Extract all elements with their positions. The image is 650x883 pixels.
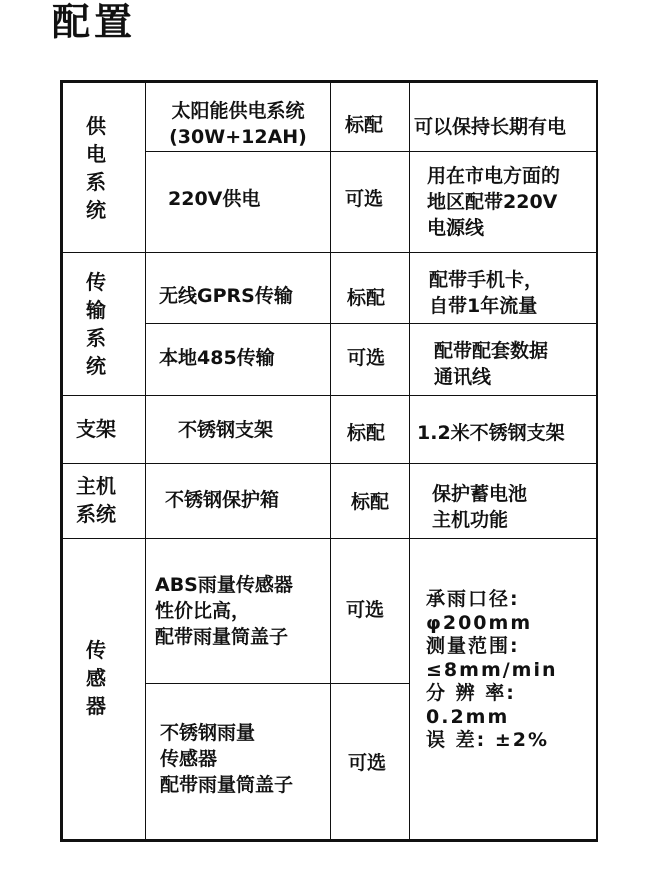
col-divider-2 (330, 82, 331, 840)
row-divider-group-3 (61, 463, 597, 464)
type-rs485: 可选 (347, 347, 386, 369)
item-bracket: 不锈钢支架 (178, 419, 274, 441)
sensor-spec: 承雨口径: φ200mm 测量范围: ≤8mm/min 分 辨 率: 0.2mm 误 差: ±2% (426, 588, 558, 751)
note-gprs: 配带手机卡， 自带1年流量 (429, 269, 544, 317)
type-bracket: 标配 (347, 422, 386, 444)
type-220v-power: 可选 (345, 188, 384, 210)
group-label-transmission: 传 输 系 统 (86, 270, 106, 378)
note-protection-box: 保护蓄电池 主机功能 (432, 483, 528, 531)
item-solar-power: 太阳能供电系统 (30W+12AH) (169, 100, 307, 148)
group-label-bracket: 支架 (76, 417, 116, 441)
row-divider-sensor (146, 683, 410, 684)
item-rs485: 本地485传输 (159, 347, 275, 369)
note-bracket: 1.2米不锈钢支架 (417, 422, 565, 444)
item-abs-rain-sensor: ABS雨量传感器 性价比高， 配带雨量筒盖子 (155, 574, 293, 648)
row-divider-transmission (146, 323, 597, 324)
note-220v-power: 用在市电方面的 地区配带220V 电源线 (427, 165, 561, 239)
note-solar-power: 可以保持长期有电 (414, 116, 567, 138)
item-protection-box: 不锈钢保护箱 (165, 489, 280, 511)
item-steel-rain-sensor: 不锈钢雨量 传感器 配带雨量筒盖子 (160, 722, 294, 796)
col-divider-1 (145, 82, 146, 840)
row-divider-group-1 (61, 252, 597, 253)
row-divider-group-2 (61, 395, 597, 396)
note-rs485: 配带配套数据 通讯线 (434, 340, 549, 388)
row-divider-power (146, 151, 597, 152)
page-title: 配置 (52, 0, 137, 44)
group-label-host: 主机 系统 (76, 474, 116, 526)
col-divider-3 (409, 82, 410, 840)
type-gprs: 标配 (347, 287, 386, 309)
item-220v-power: 220V供电 (168, 188, 261, 210)
type-abs-rain-sensor: 可选 (346, 599, 385, 621)
type-protection-box: 标配 (351, 491, 390, 513)
row-divider-group-4 (61, 538, 597, 539)
type-solar-power: 标配 (345, 114, 384, 136)
group-label-sensor: 传 感 器 (86, 638, 106, 718)
group-label-power: 供 电 系 统 (86, 114, 106, 222)
type-steel-rain-sensor: 可选 (348, 752, 387, 774)
item-gprs: 无线GPRS传输 (159, 285, 293, 307)
